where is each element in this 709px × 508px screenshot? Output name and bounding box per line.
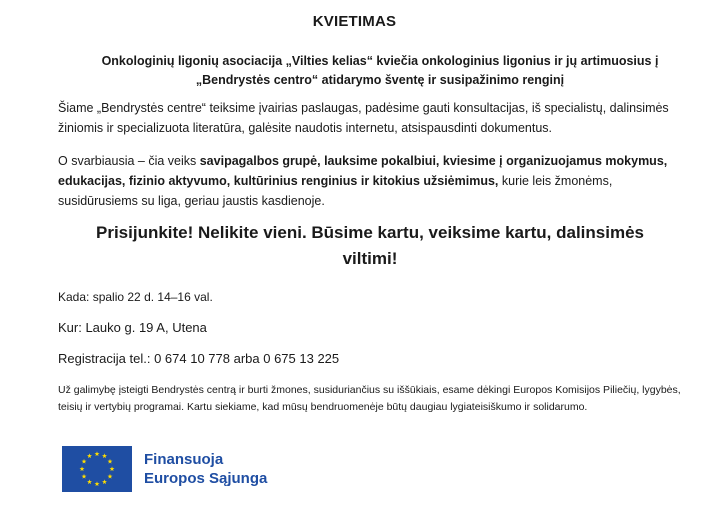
- slogan: [40, 220, 700, 272]
- page-title: KVIETIMAS: [312, 13, 397, 30]
- activities-highlight: savipagalbos grupė, lauksime pokalbiui, kviesime į organizuojamus mokymus, edukacijas, fizinio aktyvumo, kultūrinius renginius ir kitokius užsiėmimus,: [58, 154, 668, 188]
- slogan-line-2: viltimi!: [342, 249, 398, 268]
- intro-line-1: Onkologinių ligonių asociacija „Vilties kelias“ kviečia onkologinius ligonius ir jų artimuosius į: [101, 54, 659, 68]
- services-paragraph: Šiame „Bendrystės centre“ teiksime įvairias paslaugas, padėsime gauti konsultacijas, iš specialistų, dalinsimės žiniomis ir specializuota literatūra, galėsite naudotis internetu, atsispausdinti dokumentus.: [58, 101, 669, 135]
- event-location: Kur: Lauko g. 19 A, Utena: [58, 320, 207, 335]
- eu-funding-text: [144, 450, 267, 488]
- acknowledgement-note: Už galimybę įsteigti Bendrystės centrą ir burti žmones, susiduriančius su iššūkiais, esame dėkingi Europos Komisijos Piliečių, lygybės, teisių ir vertybių programai. Kartu siekiame, kad mūsų bendruomenėje būtų daugiau lygiateisiškumo ir solidarumo.: [58, 384, 681, 413]
- activities-prefix: O svarbiausia – čia veiks: [58, 154, 200, 168]
- activities-suffix: kurie leis žmonėms, susidūrusiems su liga, geriau jaustis kasdienoje.: [58, 174, 613, 208]
- funding-line-2: Europos Sąjunga: [144, 470, 268, 487]
- activities-paragraph: [58, 151, 688, 211]
- eu-funding-logo: [62, 445, 267, 493]
- eu-flag-icon: [62, 446, 132, 492]
- intro-line-2: „Bendrystės centro“ atidarymo šventę ir susipažinimo renginį: [195, 73, 565, 87]
- registration-phone: Registracija tel.: 0 674 10 778 arba 0 675 13 225: [58, 351, 340, 366]
- funding-line-1: Finansuoja: [144, 451, 224, 468]
- event-time: Kada: spalio 22 d. 14–16 val.: [58, 290, 213, 304]
- slogan-line-1: Prisijunkite! Nelikite vieni. Būsime kartu, veiksime kartu, dalinsimės: [95, 223, 644, 242]
- intro-heading: [80, 52, 680, 90]
